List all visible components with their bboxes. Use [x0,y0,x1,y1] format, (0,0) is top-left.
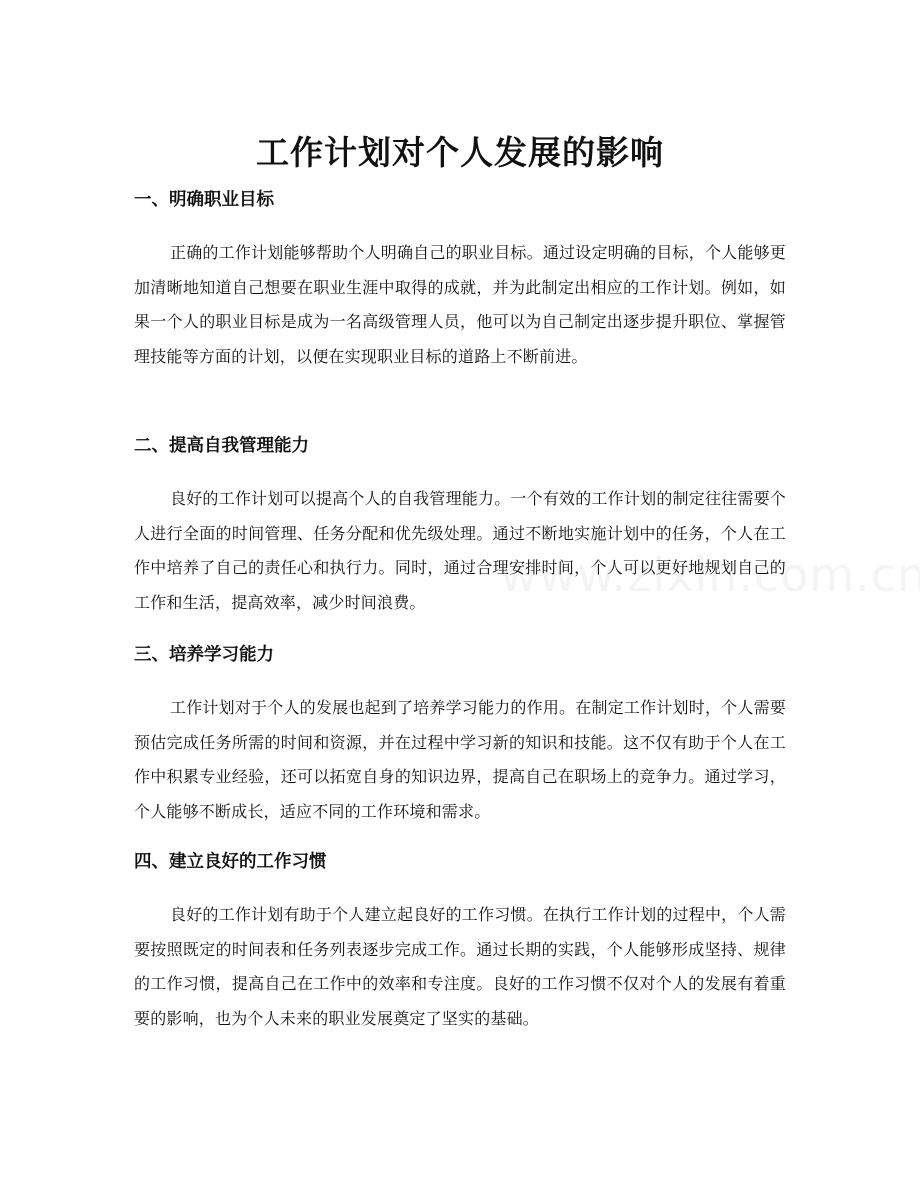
section-heading: 四、建立良好的工作习惯 [134,852,327,872]
section-career-goals [134,187,786,374]
document-title: 工作计划对个人发展的影响 [256,133,664,173]
section-heading: 二、提高自我管理能力 [134,436,309,456]
section-paragraph: 工作计划对于个人的发展也起到了培养学习能力的作用。在制定工作计划时，个人需要预估完成任务所需的时间和资源，并在过程中学习新的知识和技能。这不仅有助于个人在工作中积累专业经验，还可以拓宽自身的知识边界，提高自己在职场上的竞争力。通过学习，个人能够不断成长，适应不同的工作环境和需求。 [134,698,786,821]
section-paragraph: 良好的工作计划可以提高个人的自我管理能力。一个有效的工作计划的制定往往需要个人进行全面的时间管理、任务分配和优先级处理。通过不断地实施计划中的任务，个人在工作中培养了自己的责任心和执行力。同时，通过合理安排时间，个人可以更好地规划自己的工作和生活，提高效率，减少时间浪费。 [134,489,786,612]
section-self-management [134,433,786,620]
section-paragraph: 正确的工作计划能够帮助个人明确自己的职业目标。通过设定明确的目标，个人能够更加清晰地知道自己想要在职业生涯中取得的成就，并为此制定出相应的工作计划。例如，如果一个人的职业目标是成为一名高级管理人员，他可以为自己制定出逐步提升职位、掌握管理技能等方面的计划，以便在实现职业目标的道路上不断前进。 [134,243,786,366]
section-work-habits [134,849,786,1036]
section-paragraph: 良好的工作计划有助于个人建立起良好的工作习惯。在执行工作计划的过程中，个人需要按照既定的时间表和任务列表逐步完成工作。通过长期的实践，个人能够形成坚持、规律的工作习惯，提高自己在工作中的效率和专注度。良好的工作习惯不仅对个人的发展有着重要的影响，也为个人未来的职业发展奠定了坚实的基础。 [134,905,786,1028]
section-learning-ability [134,642,786,829]
section-heading: 一、明确职业目标 [134,190,274,210]
section-heading: 三、培养学习能力 [134,645,274,665]
